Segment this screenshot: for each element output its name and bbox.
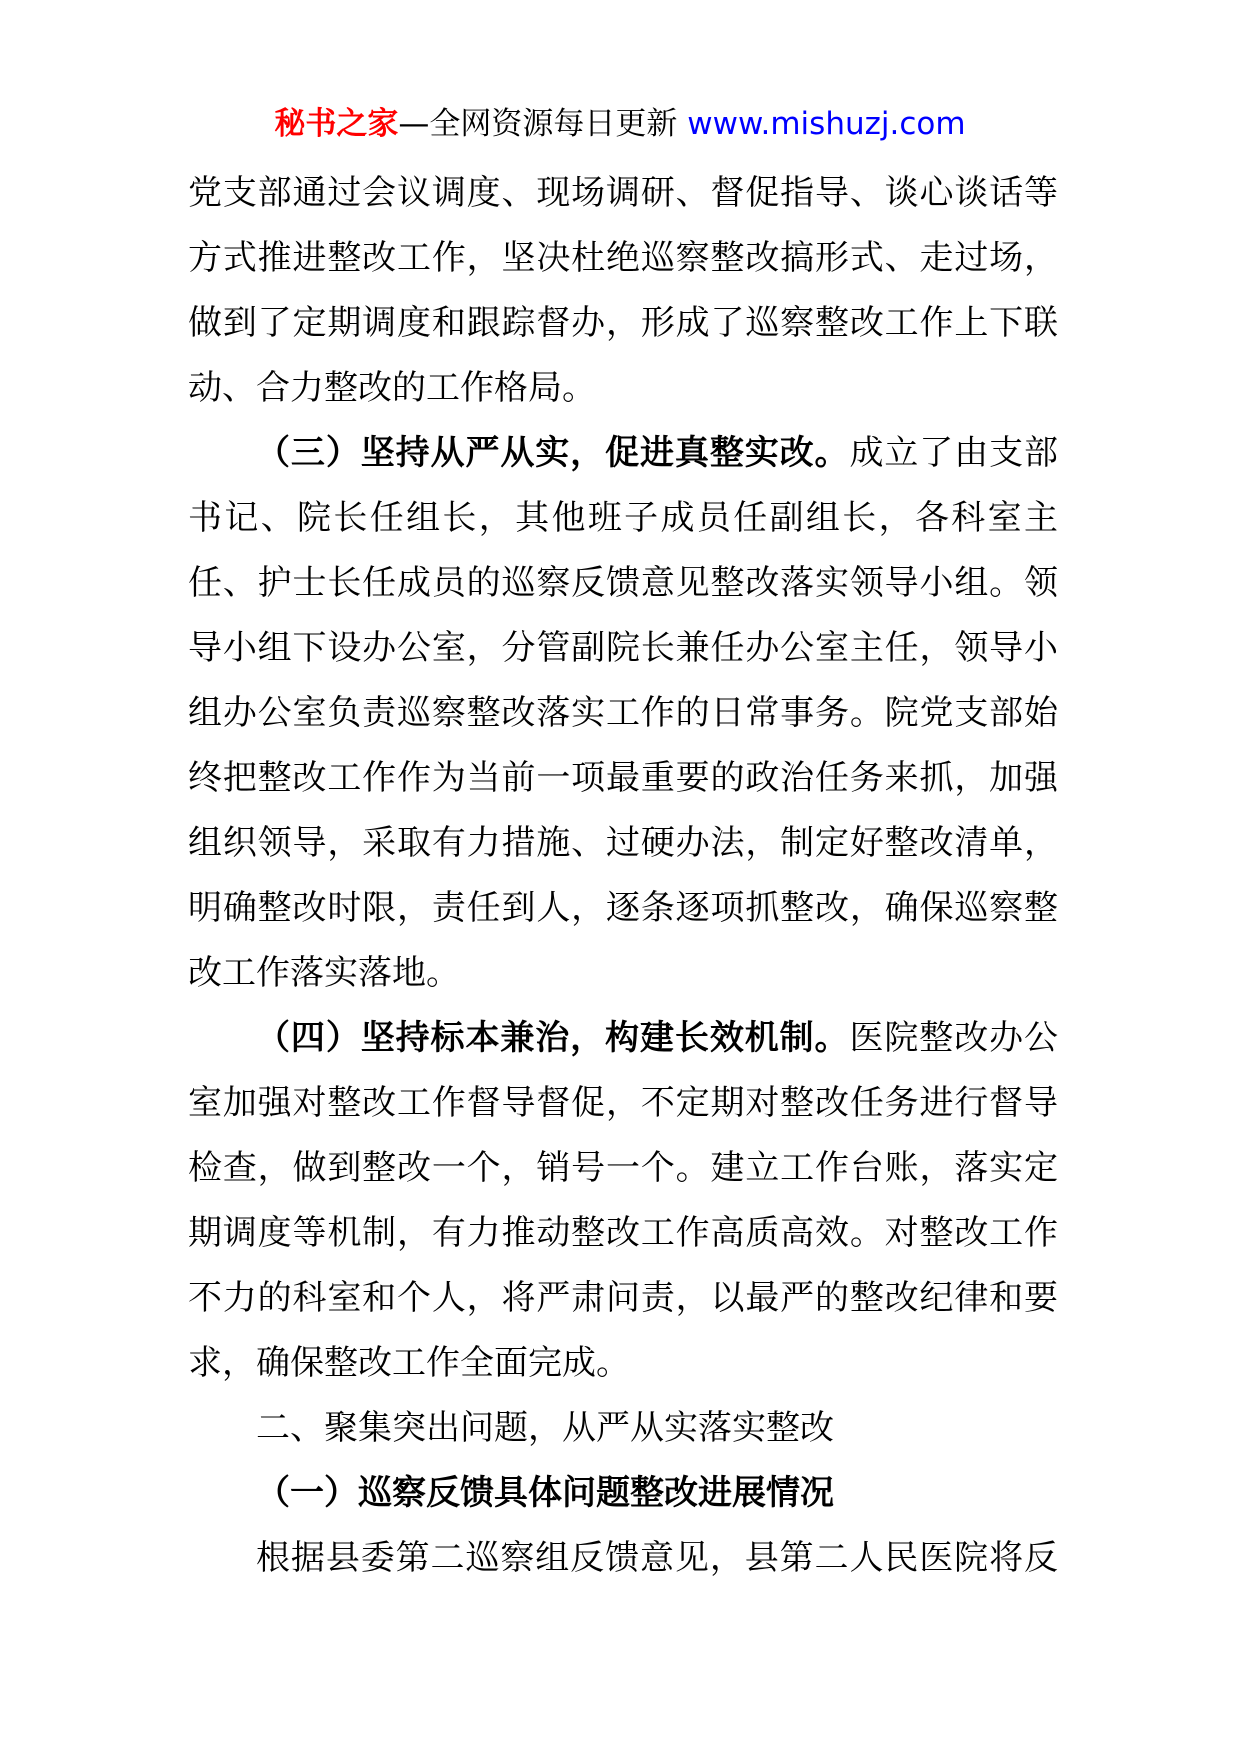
text-line: 改工作落实落地。 (188, 953, 460, 993)
text-line: 组办公室负责巡察整改落实工作的日常事务。院党支部始 (188, 693, 1058, 733)
text-line: 不力的科室和个人，将严肃问责，以最严的整改纪律和要 (188, 1278, 1058, 1318)
site-header-banner (0, 104, 1240, 144)
text-line: 党支部通过会议调度、现场调研、督促指导、谈心谈话等 (188, 173, 1058, 213)
text-line: 组织领导，采取有力措施、过硬办法，制定好整改清单， (188, 823, 1058, 863)
text-run: 医院整改办公 (849, 1018, 1058, 1058)
site-url-link[interactable]: www.mishuzj.com (687, 106, 966, 142)
paragraph-first-line (188, 421, 1058, 486)
paragraph-first-line (188, 1006, 1058, 1071)
text-line: 书记、院长任组长，其他班子成员任副组长，各科室主 (188, 498, 1058, 538)
subsection-title-text: （一）巡察反馈具体问题整改进展情况 (256, 1473, 834, 1513)
text-line: 期调度等机制，有力推动整改工作高质高效。对整改工作 (188, 1213, 1058, 1253)
paragraph-feedback (188, 1526, 1058, 1591)
text-line: 求，确保整改工作全面完成。 (188, 1343, 630, 1383)
text-line: 导小组下设办公室，分管副院长兼任办公室主任，领导小 (188, 628, 1058, 668)
text-line: 任、护士长任成员的巡察反馈意见整改落实领导小组。领 (188, 563, 1058, 603)
text-line: 室加强对整改工作督导督促，不定期对整改任务进行督导 (188, 1083, 1058, 1123)
text-line: 动、合力整改的工作格局。 (188, 368, 596, 408)
paragraph-continued (188, 161, 1058, 421)
subsection-title (188, 1461, 1058, 1526)
text-line: 终把整改工作作为当前一项最重要的政治任务来抓，加强 (188, 758, 1058, 798)
brand-name: 秘书之家 (274, 106, 399, 142)
section-title (188, 1396, 1058, 1461)
paragraph-first-line: 根据县委第二巡察组反馈意见，县第二人民医院将反 (256, 1538, 1058, 1578)
document-body (188, 161, 1058, 1591)
header-tagline: —全网资源每日更新 (398, 106, 678, 142)
section-heading-three: （三）坚持从严从实，促进真整实改。 (256, 433, 850, 473)
text-line: 方式推进整改工作，坚决杜绝巡察整改搞形式、走过场， (188, 238, 1058, 278)
section-title-text: 二、聚集突出问题，从严从实落实整改 (256, 1408, 834, 1448)
paragraph-section-four (188, 1006, 1058, 1396)
section-heading-four: （四）坚持标本兼治，构建长效机制。 (256, 1018, 850, 1058)
text-line: 明确整改时限，责任到人，逐条逐项抓整改，确保巡察整 (188, 888, 1058, 928)
text-line: 做到了定期调度和跟踪督办，形成了巡察整改工作上下联 (188, 303, 1058, 343)
paragraph-section-three (188, 421, 1058, 1006)
text-run: 成立了由支部 (849, 433, 1058, 473)
text-line: 检查，做到整改一个，销号一个。建立工作台账，落实定 (188, 1148, 1058, 1188)
